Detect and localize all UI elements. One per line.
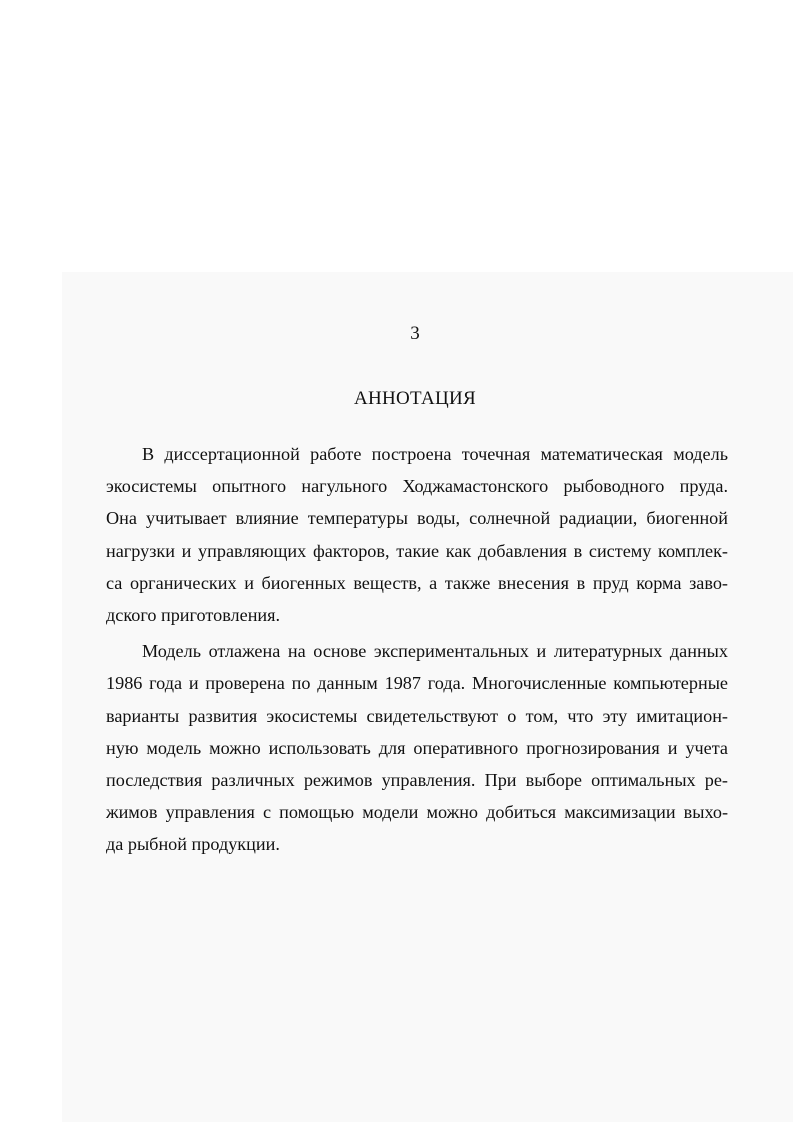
text-line: Она учитывает влияние температуры воды, солнечной радиации, биогенной	[106, 508, 728, 529]
text-line: 1986 года и проверена по данным 1987 года. Многочисленные компьютерные	[106, 673, 728, 694]
text-line: да рыбной продукции.	[106, 834, 280, 855]
text-line: ную модель можно использовать для оперативного прогнозирования и учета	[106, 737, 728, 758]
text-line: са органических и биогенных веществ, а также внесения в пруд корма заво-	[106, 572, 728, 593]
abstract-body	[106, 438, 728, 861]
text-line: нагрузки и управляющих факторов, такие как добавления в систему комплек-	[106, 540, 728, 561]
text-line: варианты развития экосистемы свидетельствуют о том, что эту имитацион-	[106, 705, 728, 726]
paragraph-1	[106, 438, 728, 631]
text-line: Модель отлажена на основе экспериментальных и литературных данных	[142, 641, 728, 662]
text-line: дского приготовления.	[106, 605, 281, 626]
paragraph-2	[106, 635, 728, 860]
text-line: В диссертационной работе построена точечная математическая модель	[142, 444, 728, 464]
page-title: АННОТАЦИЯ	[353, 388, 477, 409]
text-line: жимов управления с помощью модели можно добиться максимизации выхо-	[106, 802, 728, 823]
page-number: 3	[410, 323, 420, 344]
text-line: последствия различных режимов управления. При выборе оптимальных ре-	[106, 770, 728, 791]
text-line: экосистемы опытного нагульного Ходжамастонского рыбоводного пруда.	[106, 476, 728, 497]
